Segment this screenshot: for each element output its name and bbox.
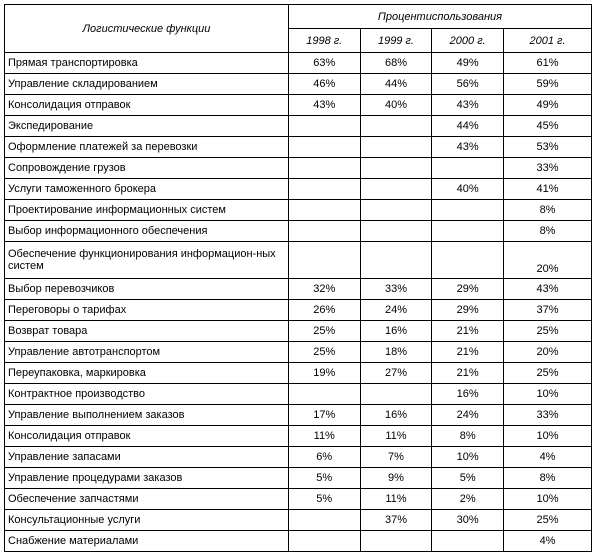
percent-cell: 56% [432,74,504,95]
percent-cell: 29% [432,279,504,300]
function-name: Консолидация отправок [5,95,289,116]
logistics-usage-table [4,4,592,552]
function-name: Сопровождение грузов [5,158,289,179]
function-name: Оформление платежей за перевозки [5,137,289,158]
percent-cell: 68% [360,53,432,74]
function-name: Переговоры о тарифах [5,300,289,321]
usage-percent-header: Процентиспользования [288,5,591,29]
percent-cell: 43% [504,279,592,300]
percent-cell: 25% [504,321,592,342]
percent-cell [360,200,432,221]
percent-cell [432,531,504,552]
table-row [5,531,592,552]
table-row [5,116,592,137]
percent-cell: 25% [504,363,592,384]
function-name: Выбор перевозчиков [5,279,289,300]
percent-cell: 46% [288,74,360,95]
table-row [5,468,592,489]
percent-cell: 8% [504,200,592,221]
year-header-1999: 1999 г. [360,29,432,53]
percent-cell: 5% [432,468,504,489]
year-header-2000: 2000 г. [432,29,504,53]
percent-cell: 18% [360,342,432,363]
function-name: Управление автотранспортом [5,342,289,363]
table-row [5,137,592,158]
function-name: Консолидация отправок [5,426,289,447]
table-row [5,426,592,447]
table-row [5,447,592,468]
percent-cell: 40% [360,95,432,116]
percent-cell [360,242,432,279]
percent-cell: 20% [504,242,592,279]
function-name: Контрактное производство [5,384,289,405]
percent-cell: 11% [360,489,432,510]
percent-cell [432,200,504,221]
function-name: Экспедирование [5,116,289,137]
percent-cell [288,531,360,552]
percent-cell: 2% [432,489,504,510]
percent-cell [288,116,360,137]
percent-cell: 33% [504,158,592,179]
percent-cell: 43% [432,137,504,158]
percent-cell: 49% [432,53,504,74]
percent-cell: 16% [360,321,432,342]
percent-cell: 24% [432,405,504,426]
table-row [5,363,592,384]
percent-cell: 20% [504,342,592,363]
percent-cell: 24% [360,300,432,321]
table-row [5,221,592,242]
table-row [5,342,592,363]
function-name: Управление складированием [5,74,289,95]
percent-cell: 10% [504,489,592,510]
percent-cell [288,384,360,405]
percent-cell: 37% [360,510,432,531]
percent-cell: 26% [288,300,360,321]
percent-cell: 7% [360,447,432,468]
percent-cell: 4% [504,447,592,468]
table-row [5,279,592,300]
percent-cell: 21% [432,342,504,363]
table-row [5,200,592,221]
percent-cell: 16% [360,405,432,426]
table-row [5,158,592,179]
percent-cell: 21% [432,321,504,342]
percent-cell: 40% [432,179,504,200]
function-name: Консультационные услуги [5,510,289,531]
function-name: Выбор информационного обеспечения [5,221,289,242]
percent-cell [432,242,504,279]
percent-cell: 10% [504,426,592,447]
functions-header: Логистические функции [5,5,289,53]
percent-cell [432,221,504,242]
percent-cell [432,158,504,179]
function-name: Управление процедурами заказов [5,468,289,489]
percent-cell [288,510,360,531]
percent-cell: 11% [288,426,360,447]
percent-cell: 8% [504,221,592,242]
percent-cell: 6% [288,447,360,468]
percent-cell: 27% [360,363,432,384]
percent-cell: 8% [432,426,504,447]
percent-cell: 19% [288,363,360,384]
function-name: Переупаковка, маркировка [5,363,289,384]
percent-cell: 4% [504,531,592,552]
table-row [5,384,592,405]
table-row [5,242,592,279]
table-row [5,53,592,74]
function-name: Проектирование информационных систем [5,200,289,221]
percent-cell [360,221,432,242]
function-name: Снабжение материалами [5,531,289,552]
percent-cell [360,179,432,200]
percent-cell: 21% [432,363,504,384]
percent-cell: 5% [288,489,360,510]
percent-cell: 25% [288,321,360,342]
percent-cell: 25% [288,342,360,363]
percent-cell [288,221,360,242]
percent-cell: 49% [504,95,592,116]
function-name: Управление выполнением заказов [5,405,289,426]
percent-cell: 33% [360,279,432,300]
percent-cell: 32% [288,279,360,300]
percent-cell: 63% [288,53,360,74]
percent-cell [360,116,432,137]
function-name: Услуги таможенного брокера [5,179,289,200]
percent-cell [360,137,432,158]
table-row [5,179,592,200]
percent-cell: 45% [504,116,592,137]
percent-cell: 44% [360,74,432,95]
percent-cell: 33% [504,405,592,426]
table-row [5,489,592,510]
function-name: Возврат товара [5,321,289,342]
percent-cell: 16% [432,384,504,405]
function-name: Обеспечение функционирования информацион-ных систем [5,242,289,279]
table-row [5,321,592,342]
percent-cell: 9% [360,468,432,489]
percent-cell: 25% [504,510,592,531]
year-header-2001: 2001 г. [504,29,592,53]
percent-cell: 59% [504,74,592,95]
table-row [5,95,592,116]
percent-cell [360,158,432,179]
percent-cell: 8% [504,468,592,489]
percent-cell: 37% [504,300,592,321]
percent-cell: 61% [504,53,592,74]
percent-cell: 5% [288,468,360,489]
percent-cell [360,531,432,552]
function-name: Прямая транспортировка [5,53,289,74]
percent-cell: 43% [288,95,360,116]
percent-cell: 43% [432,95,504,116]
percent-cell: 29% [432,300,504,321]
percent-cell [288,158,360,179]
table-row [5,510,592,531]
table-body [5,53,592,552]
percent-cell: 10% [504,384,592,405]
percent-cell [360,384,432,405]
percent-cell: 41% [504,179,592,200]
function-name: Обеспечение запчастями [5,489,289,510]
percent-cell: 11% [360,426,432,447]
percent-cell [288,137,360,158]
percent-cell [288,179,360,200]
percent-cell: 44% [432,116,504,137]
percent-cell [288,200,360,221]
function-name: Управление запасами [5,447,289,468]
table-row [5,405,592,426]
percent-cell: 53% [504,137,592,158]
year-header-1998: 1998 г. [288,29,360,53]
percent-cell [288,242,360,279]
table-row [5,74,592,95]
percent-cell: 10% [432,447,504,468]
percent-cell: 17% [288,405,360,426]
table-row [5,300,592,321]
percent-cell: 30% [432,510,504,531]
